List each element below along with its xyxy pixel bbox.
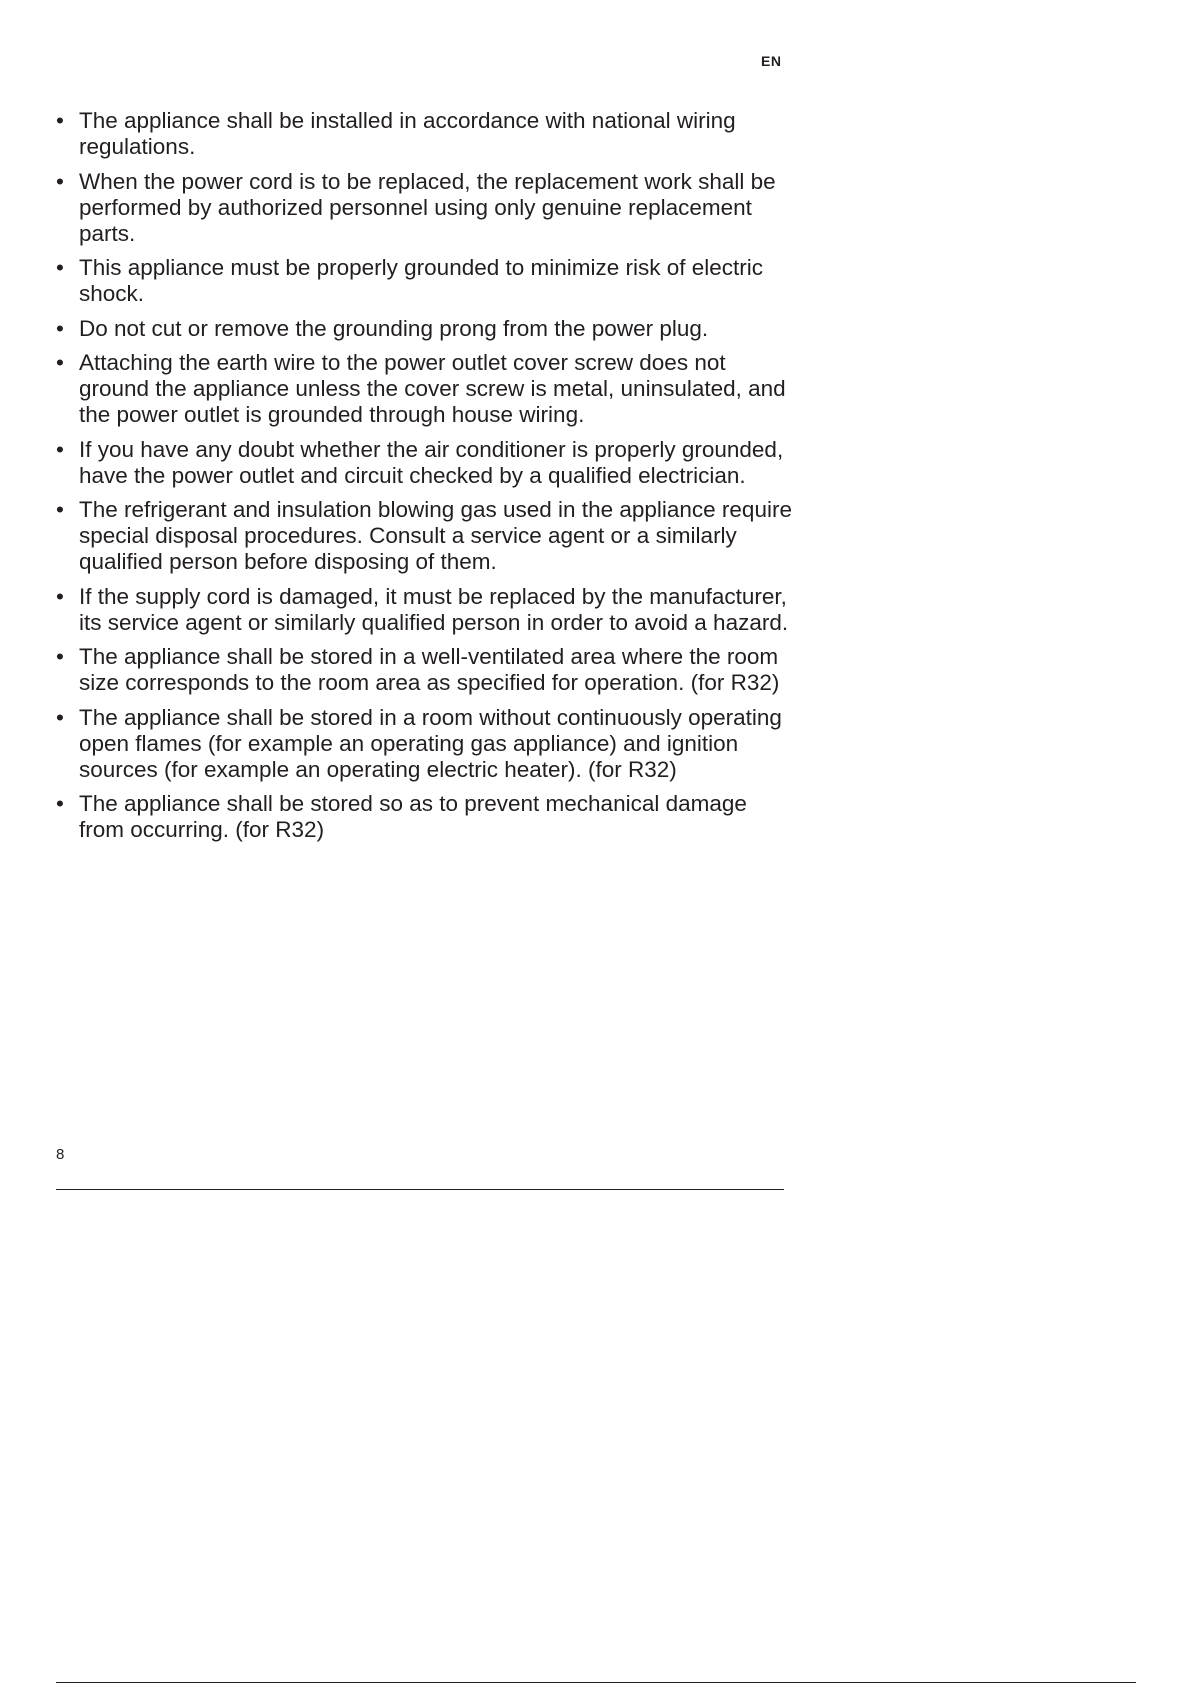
list-item-text: If the supply cord is damaged, it must be replaced by the manufacturer, its service agent or similarly qualified person in order to avoid a hazard. [79, 583, 789, 635]
bullet-icon: • [56, 108, 64, 133]
list-item [56, 255, 792, 307]
list-item [56, 791, 792, 843]
list-item-text: The appliance shall be stored in a room without continuously operating open flames (for example an operating gas appliance) and ignition sources (for example an operating electric heater). (for R32) [79, 704, 782, 782]
bullet-icon: • [56, 497, 64, 522]
list-item [56, 316, 792, 342]
bullet-icon: • [56, 436, 64, 462]
bullet-icon: • [56, 644, 64, 669]
list-item [56, 437, 792, 489]
page-bottom-divider [56, 1682, 1136, 1683]
list-item-text: The appliance shall be stored so as to prevent mechanical damage from occurring. (for R32) [79, 791, 747, 842]
list-item [56, 108, 792, 160]
list-item-text: Attaching the earth wire to the power outlet cover screw does not ground the appliance unless the cover screw is metal, uninsulated, and the power outlet is grounded through house wiring. [79, 350, 786, 427]
list-item-text: The appliance shall be installed in accordance with national wiring regulations. [79, 108, 736, 159]
bullet-icon: • [56, 350, 64, 375]
list-item-text: The appliance shall be stored in a well-ventilated area where the room size corresponds to the room area as specified for operation. (for R32) [79, 644, 780, 695]
list-item [56, 584, 792, 636]
list-item-text: Do not cut or remove the grounding prong from the power plug. [79, 315, 709, 341]
bullet-icon: • [56, 255, 64, 280]
safety-instructions [56, 108, 792, 852]
list-item-text: The refrigerant and insulation blowing gas used in the appliance require special disposal procedures. Consult a service agent or a similarly qualified person before disposing of them. [79, 497, 792, 574]
list-item-text: If you have any doubt whether the air conditioner is properly grounded, have the power outlet and circuit checked by a qualified electrician. [79, 436, 784, 488]
page-number: 8 [56, 1146, 65, 1163]
safety-list [56, 108, 792, 843]
bullet-icon: • [56, 168, 64, 194]
list-item [56, 705, 792, 783]
bullet-icon: • [56, 315, 64, 341]
list-item [56, 497, 792, 575]
bullet-icon: • [56, 704, 64, 730]
list-item-text: When the power cord is to be replaced, the replacement work shall be performed by authorized personnel using only genuine replacement parts. [79, 168, 776, 246]
bullet-icon: • [56, 583, 64, 609]
language-label: EN [761, 53, 782, 69]
list-item [56, 350, 792, 428]
list-item [56, 169, 792, 247]
list-item-text: This appliance must be properly grounded to minimize risk of electric shock. [79, 255, 764, 306]
bullet-icon: • [56, 791, 64, 816]
list-item [56, 644, 792, 696]
footer-divider [56, 1189, 784, 1190]
